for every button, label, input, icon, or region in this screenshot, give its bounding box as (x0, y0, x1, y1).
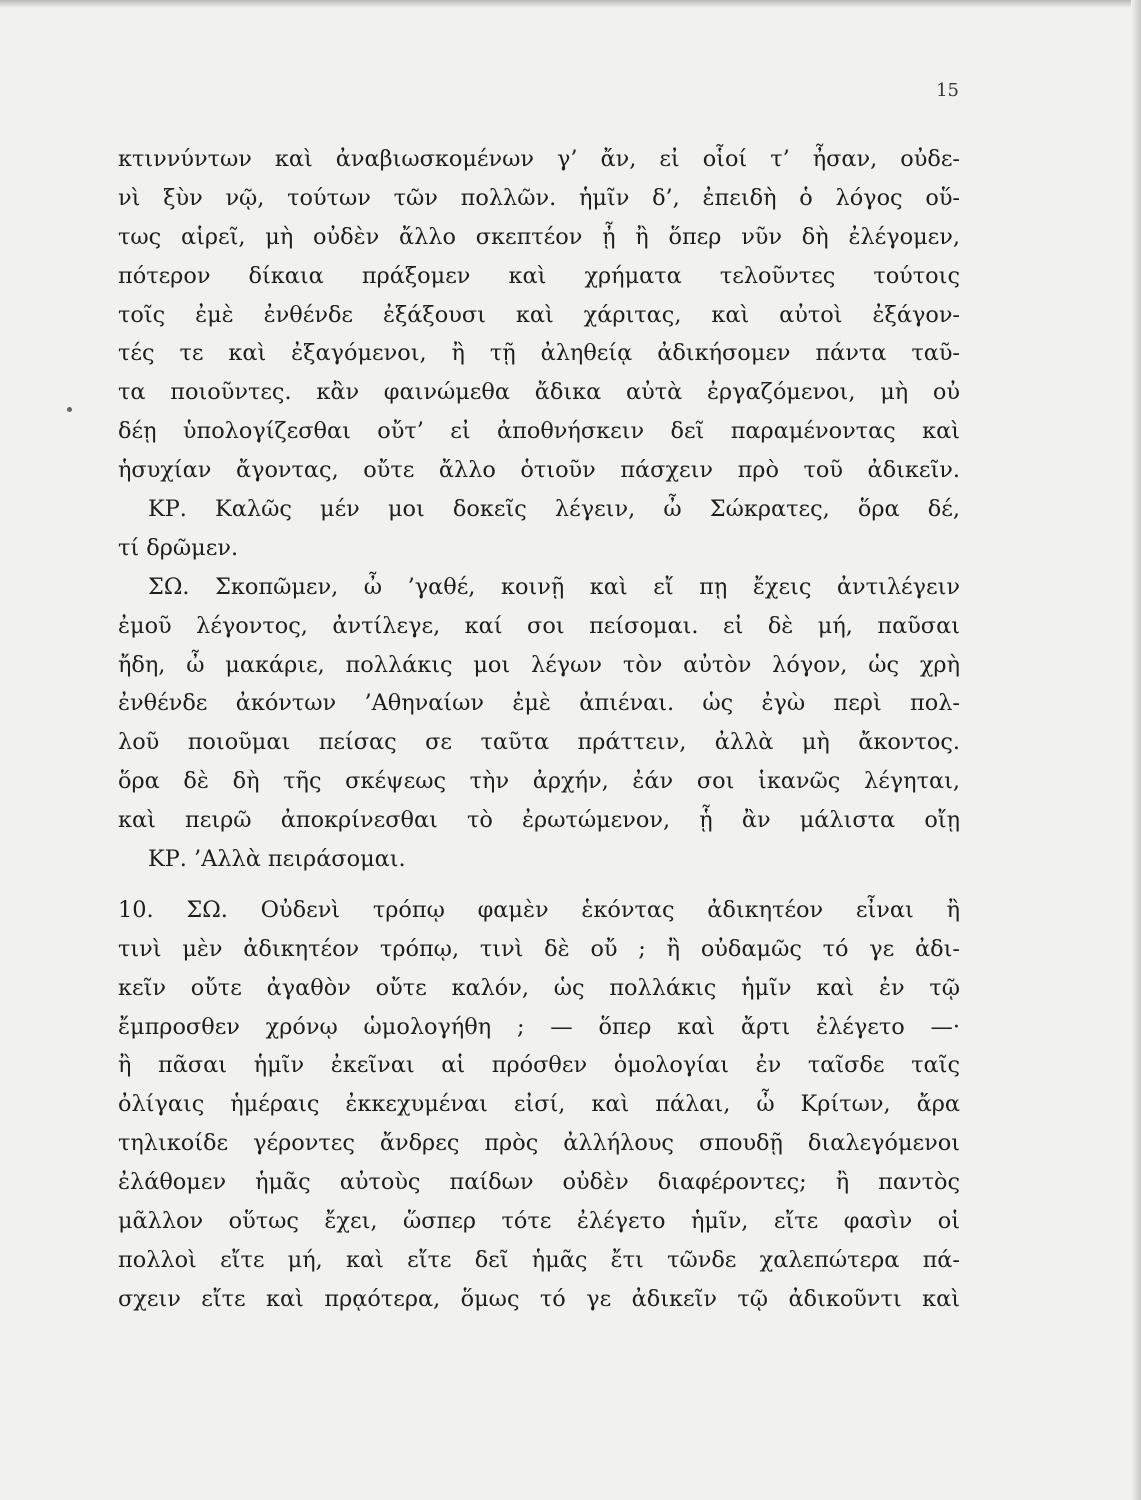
text-line: δέῃ ὑπολογίζεσθαι οὔτ’ εἰ ἀποθνήσκειν δεῖ παραμένοντας καὶ (118, 418, 960, 445)
text-line: τινὶ μὲν ἀδικητέον τρόπῳ, τινὶ δὲ οὔ ; ἢ οὐδαμῶς τό γε ἀδι- (118, 935, 960, 962)
text-line: τως αἱρεῖ, μὴ οὐδὲν ἄλλο σκεπτέον ᾖ ἢ ὅπερ νῦν δὴ ἐλέγομεν, (118, 223, 960, 250)
text-line: ὀλίγαις ἡμέραις ἐκκεχυμέναι εἰσί, καὶ πάλαι, ὦ Κρίτων, ἄρα (118, 1091, 960, 1118)
text-line: τές τε καὶ ἐξαγόμενοι, ἢ τῇ ἀληθείᾳ ἀδικήσομεν πάντα ταῦ- (118, 340, 960, 367)
text-line: ἢ πᾶσαι ἡμῖν ἐκεῖναι αἱ πρόσθεν ὁμολογίαι ἐν ταῖσδε ταῖς (118, 1052, 960, 1079)
section-gap (118, 879, 960, 891)
page-right-shadow (1131, 0, 1141, 1500)
speaker-line-so: ΣΩ. Σκοπῶμεν, ὦ ’γαθέ, κοινῇ καὶ εἴ πῃ ἔχεις ἀντιλέγειν (148, 573, 960, 600)
text-line: ἐμοῦ λέγοντος, ἀντίλεγε, καί σοι πείσομαι. εἰ δὲ μή, παῦσαι (118, 612, 960, 639)
page-number: 15 (936, 80, 959, 101)
text-line: ἡσυχίαν ἄγοντας, οὔτε ἄλλο ὁτιοῦν πάσχειν πρὸ τοῦ ἀδικεῖν. (118, 457, 960, 484)
text-line: ὅρα δὲ δὴ τῆς σκέψεως τὴν ἀρχήν, ἐάν σοι ἱκανῶς λέγηται, (118, 768, 960, 795)
text-line: σχειν εἴτε καὶ πρᾳότερα, ὅμως τό γε ἀδικεῖν τῷ ἀδικοῦντι καὶ (118, 1285, 960, 1312)
text-line: λοῦ ποιοῦμαι πείσας σε ταῦτα πράττειν, ἀλλὰ μὴ ἄκοντος. (118, 729, 960, 756)
text-line: τοῖς ἐμὲ ἐνθένδε ἐξάξουσι καὶ χάριτας, καὶ αὐτοὶ ἐξάγον- (118, 301, 960, 328)
text-line: καὶ πειρῶ ἀποκρίνεσθαι τὸ ἐρωτώμενον, ᾗ ἂν μάλιστα οἴῃ (118, 807, 960, 834)
text-line: μᾶλλον οὕτως ἔχει, ὥσπερ τότε ἐλέγετο ἡμῖν, εἴτε φασὶν οἱ (118, 1208, 960, 1235)
text-line: πολλοὶ εἴτε μή, καὶ εἴτε δεῖ ἡμᾶς ἔτι τῶνδε χαλεπώτερα πά- (118, 1246, 960, 1273)
text-line: νὶ ξὺν νῷ, τούτων τῶν πολλῶν. ἡμῖν δ’, ἐπειδὴ ὁ λόγος οὕ- (118, 184, 960, 211)
text-line: ἐλάθομεν ἡμᾶς αὐτοὺς παίδων οὐδὲν διαφέροντες; ἢ παντὸς (118, 1169, 960, 1196)
speaker-line-kr: ΚΡ. ’Αλλὰ πειράσομαι. (148, 846, 406, 873)
speaker-line-kr: ΚΡ. Καλῶς μέν μοι δοκεῖς λέγειν, ὦ Σώκρατες, ὅρα δέ, (148, 496, 960, 523)
text-line: τα ποιοῦντες. κἂν φαινώμεθα ἄδικα αὐτὰ ἐργαζόμενοι, μὴ οὐ (118, 379, 960, 406)
page-top-shadow (0, 0, 1141, 8)
text-line: ἤδη, ὦ μακάριε, πολλάκις μοι λέγων τὸν αὐτὸν λόγον, ὡς χρὴ (118, 651, 960, 678)
text-line: κτιννύντων καὶ ἀναβιωσκομένων γ’ ἄν, εἰ οἷοί τ’ ἦσαν, οὐδε- (118, 146, 960, 172)
greek-text-body (118, 140, 960, 1319)
margin-dot-mark (67, 407, 72, 412)
text-line: ἐνθένδε ἀκόντων ’Αθηναίων ἐμὲ ἀπιέναι. ὡς ἐγὼ περὶ πολ- (118, 690, 960, 717)
text-line: τηλικοίδε γέροντες ἄνδρες πρὸς ἀλλήλους σπουδῇ διαλεγόμενοι (118, 1130, 960, 1157)
text-line: τί δρῶμεν. (118, 534, 239, 561)
text-line: πότερον δίκαια πράξομεν καὶ χρήματα τελοῦντες τούτοις (118, 262, 960, 289)
text-line: ἔμπροσθεν χρόνῳ ὡμολογήθη ; — ὅπερ καὶ ἄρτι ἐλέγετο —· (118, 1013, 960, 1040)
section-heading-line: 10. ΣΩ. Οὐδενὶ τρόπῳ φαμὲν ἑκόντας ἀδικητέον εἶναι ἢ (118, 896, 960, 923)
text-line: κεῖν οὔτε ἀγαθὸν οὔτε καλόν, ὡς πολλάκις ἡμῖν καὶ ἐν τῷ (118, 974, 960, 1001)
